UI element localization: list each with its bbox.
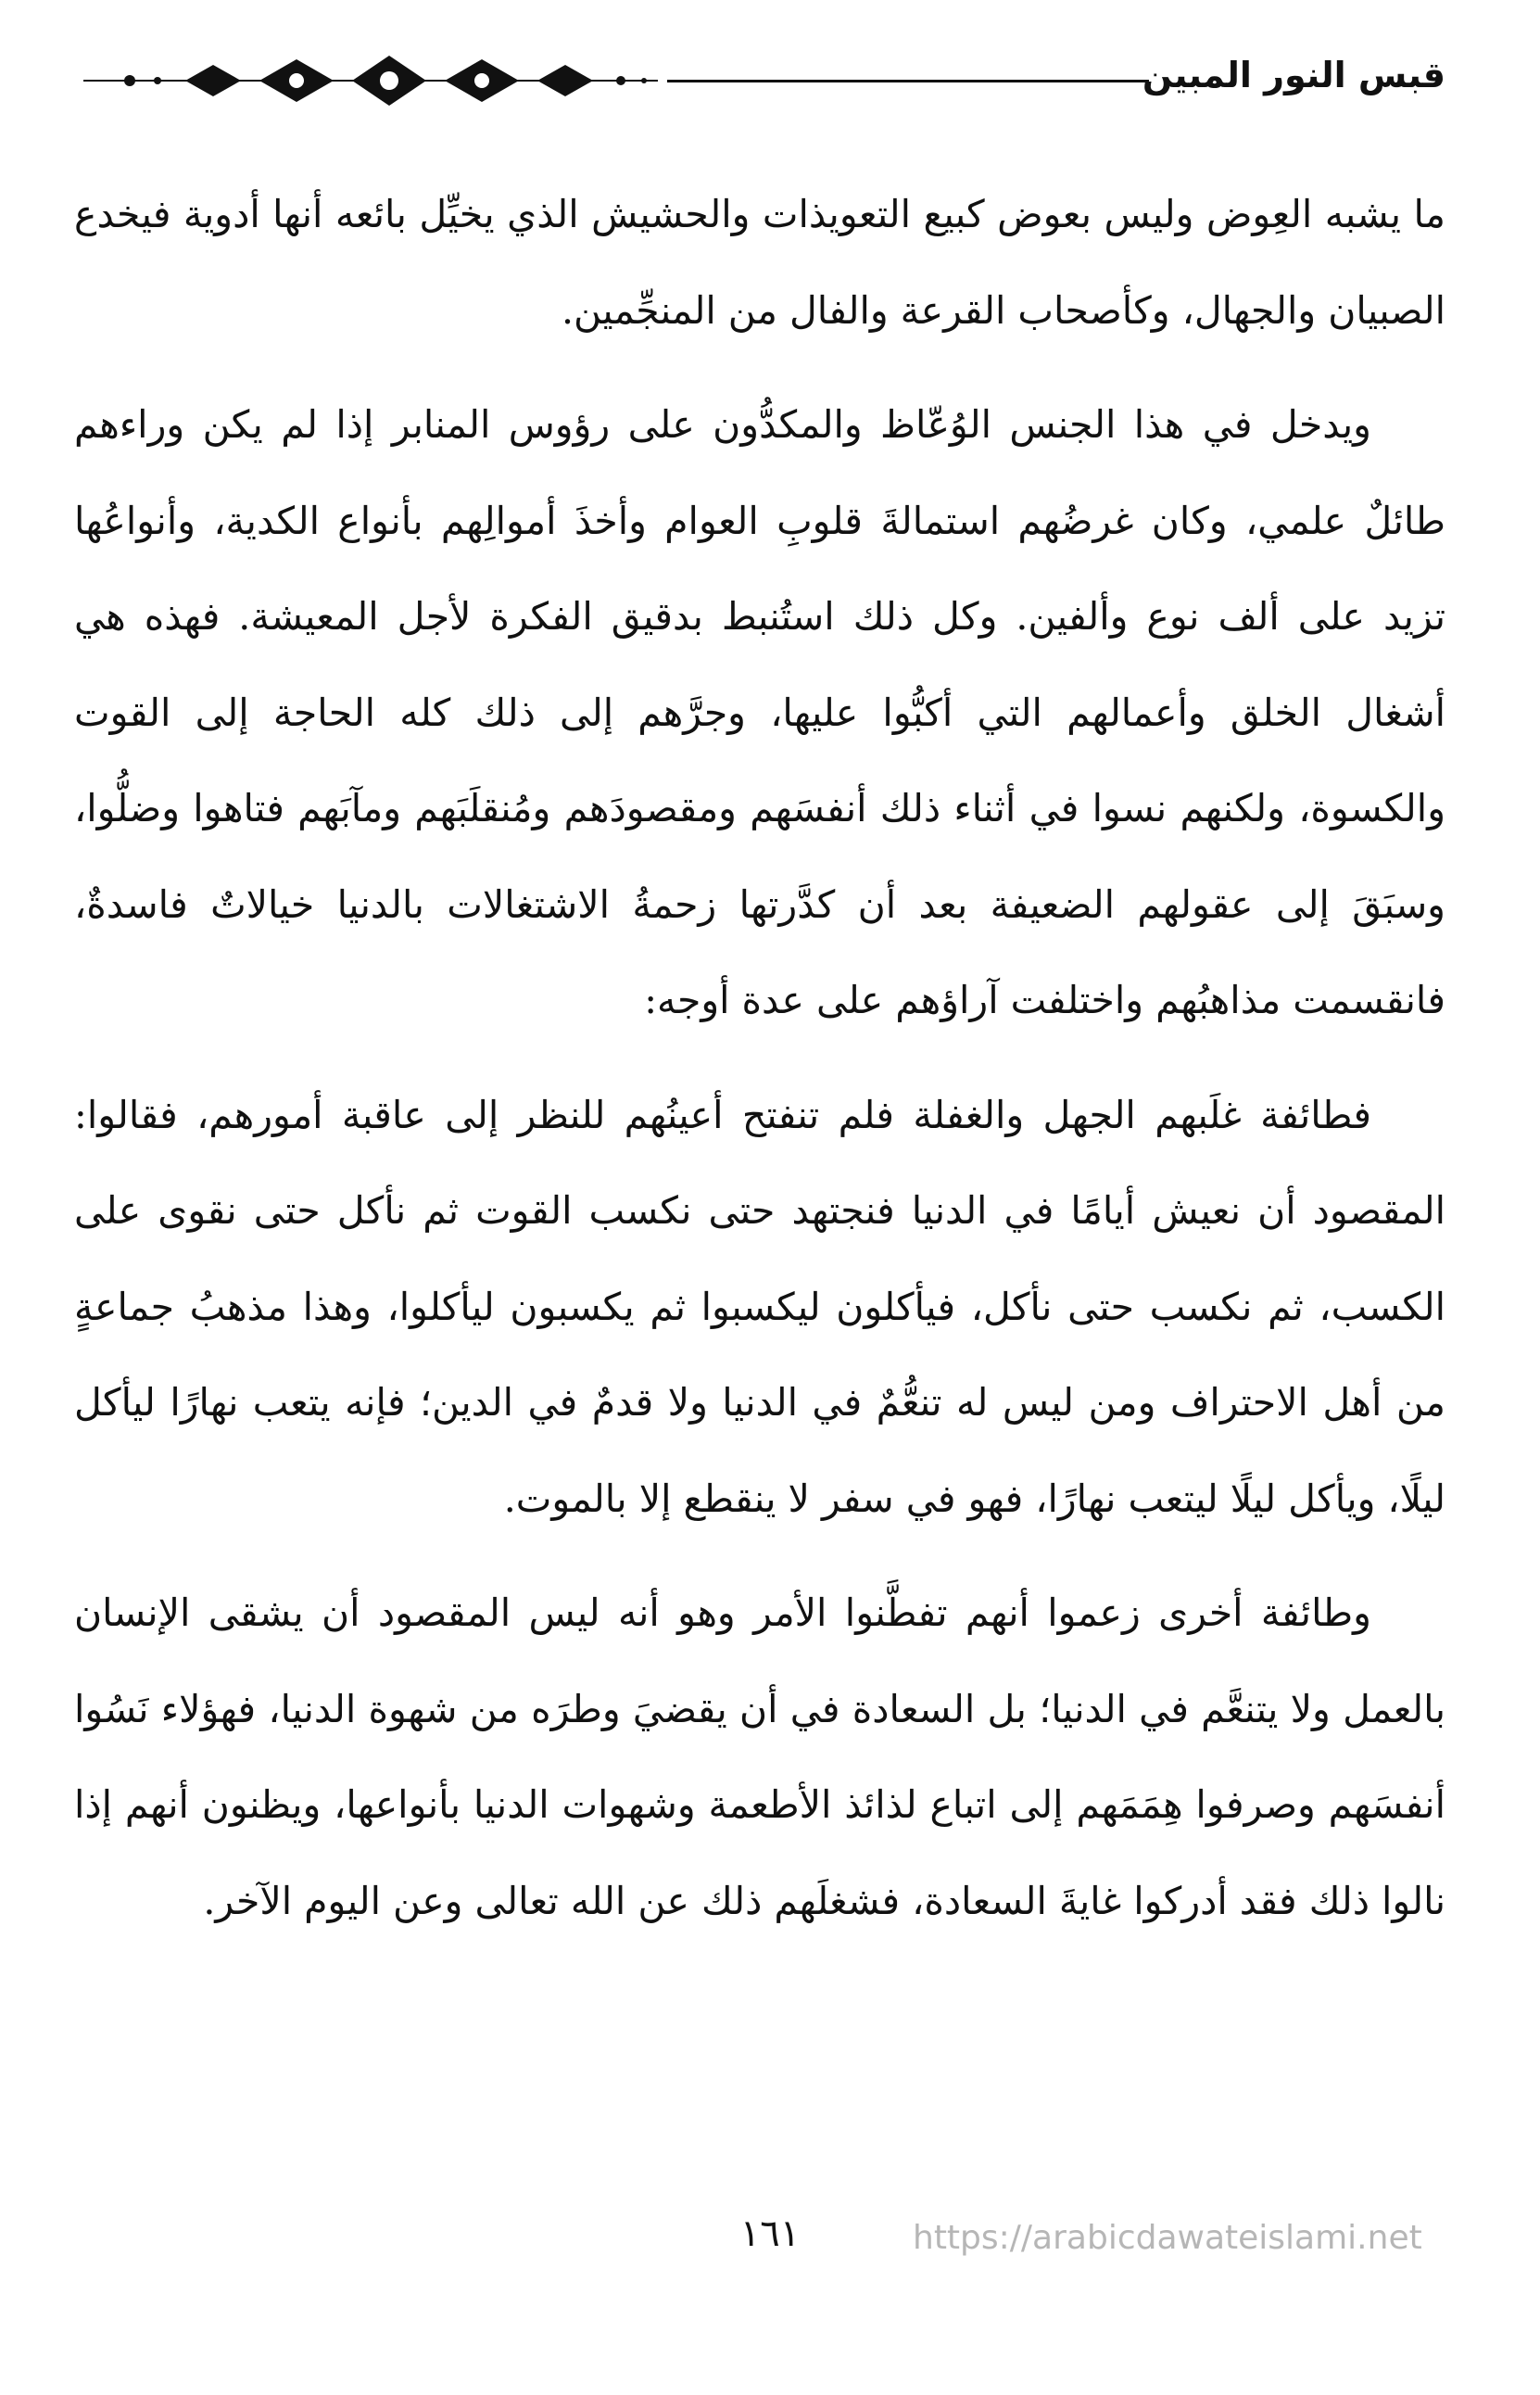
page-header [74,48,1445,113]
paragraph-3: فطائفة غلَبهم الجهل والغفلة فلم تنفتح أعينُهم للنظر إلى عاقبة أمورهم، فقالوا: المقصود أن نعيش أيامًا في الدنيا فنجتهد حتى نكسب القوت ثم نأكل حتى نقوى على الكسب، ثم نكسب حتى نأكل، فيأكلون ليكسبوا ثم يكسبون ليأكلوا، وهذا مذهبُ جماعةٍ من أهل الاحتراف ومن ليس له تنعُّمٌ في الدنيا ولا قدمٌ في الدين؛ فإنه يتعب نهارًا ليأكل ليلًا، ويأكل ليلًا ليتعب نهارًا، فهو في سفر لا ينقطع إلا بالموت. [74,1092,1445,1521]
page-number: ١٦١ [739,2212,801,2255]
watermark-url: https://arabicdawateislami.net [913,2219,1422,2257]
header-rule [667,80,1149,82]
body-text [74,167,1445,1968]
paragraph-4: وطائفة أخرى زعموا أنهم تفطَّنوا الأمر وهو أنه ليس المقصود أن يشقى الإنسان بالعمل ولا يتنعَّم في الدنيا؛ بل السعادة في أن يقضيَ وطرَه من شهوة الدنيا، فهؤلاء نَسُوا أنفسَهم وصرفوا هِمَمَهم إلى اتباع لذائذ الأطعمة وشهوات الدنيا بأنواعها، ويظنون أنهم إذا نالوا ذلك فقد أدركوا غايةَ السعادة، فشغلَهم ذلك عن الله تعالى وعن اليوم الآخر. [74,1590,1445,1923]
running-title: قبس النور المبين [1142,55,1445,95]
paragraph-1: ما يشبه العِوض وليس بعوض كبيع التعويذات والحشيش الذي يخيِّل بائعه أنها أدوية فيخدع الصبيان والجهال، وكأصحاب القرعة والفال من المنجِّمين. [74,192,1445,333]
header-ornament [74,48,667,113]
paragraph-2: ويدخل في هذا الجنس الوُعّاظ والمكدُّون على رؤوس المنابر إذا لم يكن وراءهم طائلٌ علمي، وكان غرضُهم استمالةَ قلوبِ العوام وأخذَ أموالِهم بأنواع الكدية، وأنواعُها تزيد على ألف نوع وألفين. وكل ذلك استُنبط بدقيق الفكرة لأجل المعيشة. فهذه هي أشغال الخلق وأعمالهم التي أكبُّوا عليها، وجرَّهم إلى ذلك كله الحاجة إلى القوت والكسوة، ولكنهم نسوا في أثناء ذلك أنفسَهم ومقصودَهم ومُنقلَبَهم ومآبَهم فتاهوا وضلُّوا، وسبَقَ إلى عقولهم الضعيفة بعد أن كدَّرتها زحمةُ الاشتغالات بالدنيا خيالاتٌ فاسدةٌ، فانقسمت مذاهبُهم واختلفت آراؤهم على عدة أوجه: [74,402,1445,1022]
